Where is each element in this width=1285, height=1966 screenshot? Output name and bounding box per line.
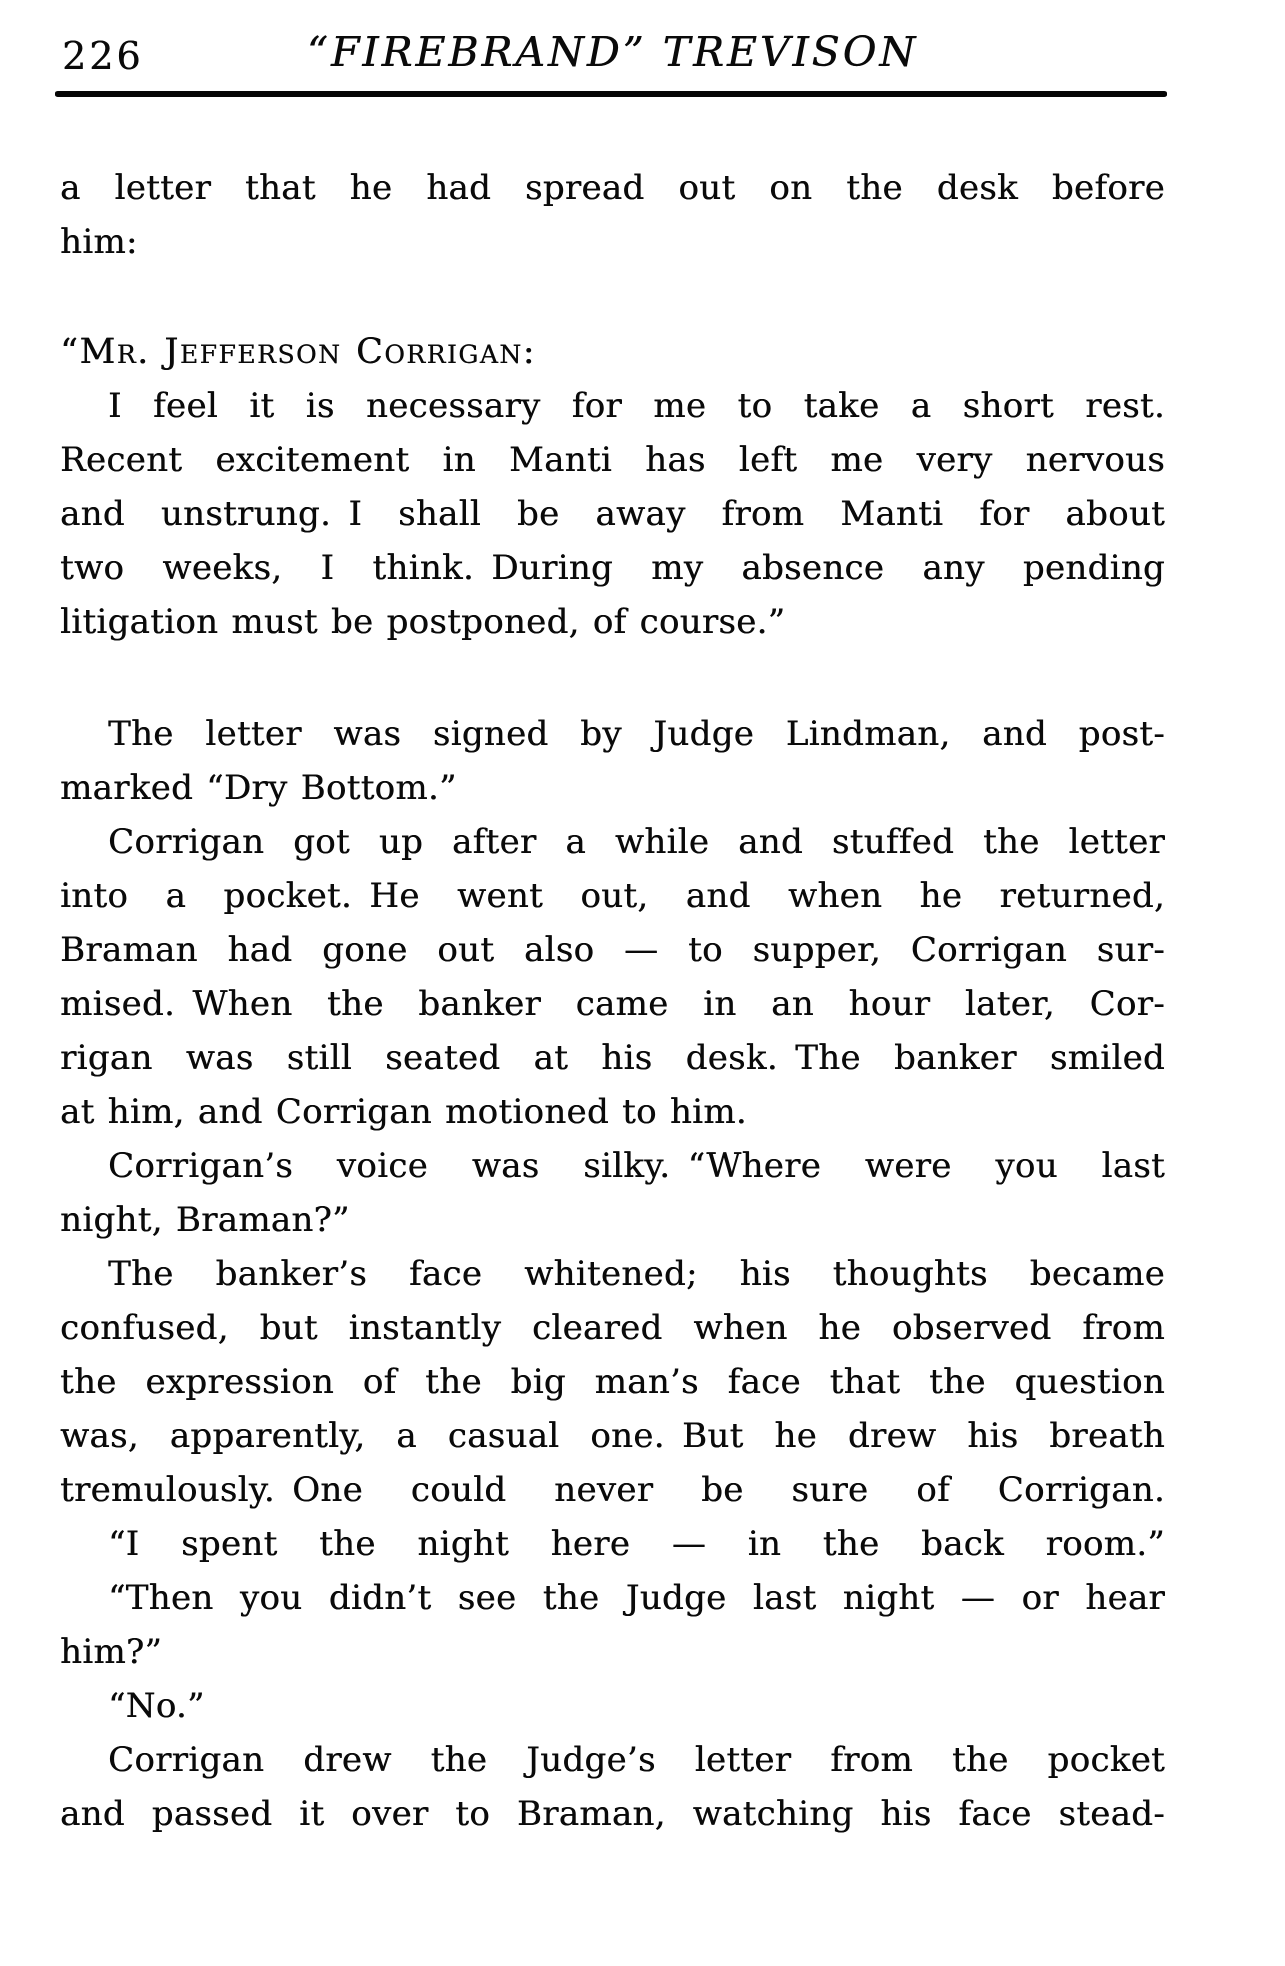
dialogue-spent-night: [60, 1517, 1165, 1571]
text-line: Corrigan got up after a while and stuffed the letter: [108, 822, 1165, 862]
text-line: him?”: [60, 1632, 163, 1672]
text-line: “No.”: [108, 1686, 205, 1726]
text-line: litigation must be postponed, of course.”: [60, 602, 786, 642]
text-line: “Then you didn’t see the Judge last night — or hear: [108, 1578, 1165, 1618]
paragraph-drew-letter: [60, 1733, 1165, 1841]
text-line: two weeks, I think. During my absence any pending: [60, 548, 1165, 588]
text-line: into a pocket. He went out, and when he returned,: [60, 876, 1165, 916]
text-line: and unstrung. I shall be away from Manti for about: [60, 494, 1165, 534]
dialogue-then-you-didnt: [60, 1571, 1165, 1679]
text-line: “I spent the night here — in the back room.”: [108, 1524, 1165, 1564]
text-line: Corrigan’s voice was silky. “Where were you last: [108, 1146, 1165, 1186]
text-line: Braman had gone out also — to supper, Corrigan sur-: [60, 930, 1165, 970]
text-line: The letter was signed by Judge Lindman, and post-: [108, 714, 1165, 754]
text-line: a letter that he had spread out on the desk before: [60, 168, 1165, 208]
page-body: [60, 103, 1165, 1841]
letter-salutation: [60, 325, 1165, 379]
dialogue-no: [60, 1679, 1165, 1733]
text-line: confused, but instantly cleared when he observed from: [60, 1308, 1165, 1348]
text-line: him:: [60, 222, 138, 262]
text-line: “Mr. Jefferson Corrigan:: [60, 332, 536, 372]
paragraph-letter-signed: [60, 707, 1165, 815]
text-line: tremulously. One could never be sure of Corrigan.: [60, 1470, 1165, 1510]
text-line: Corrigan drew the Judge’s letter from the pocket: [108, 1740, 1165, 1780]
text-line: The banker’s face whitened; his thoughts became: [108, 1254, 1165, 1294]
paragraph-silky-voice: [60, 1139, 1165, 1247]
text-line: night, Braman?”: [60, 1200, 350, 1240]
text-line: rigan was still seated at his desk. The banker smiled: [60, 1038, 1165, 1078]
page-number: 226: [62, 34, 144, 78]
text-line: mised. When the banker came in an hour later, Cor-: [60, 984, 1165, 1024]
header-rule: [55, 91, 1167, 97]
paragraph-corrigan-got-up: [60, 815, 1165, 1139]
text-line: I feel it is necessary for me to take a short rest.: [108, 386, 1165, 426]
text-line: at him, and Corrigan motioned to him.: [60, 1092, 747, 1132]
text-line: marked “Dry Bottom.”: [60, 768, 457, 808]
page-header: [0, 0, 1285, 103]
text-line: was, apparently, a casual one. But he drew his breath: [60, 1416, 1165, 1456]
letter-body: [60, 379, 1165, 649]
running-title: “FIREBRAND” TREVISON: [306, 28, 919, 76]
text-line: the expression of the big man’s face that the question: [60, 1362, 1165, 1402]
text-line: and passed it over to Braman, watching his face stead-: [60, 1794, 1165, 1834]
opening-continuation: [60, 161, 1165, 269]
text-line: Recent excitement in Manti has left me very nervous: [60, 440, 1165, 480]
paragraph-banker-whitened: [60, 1247, 1165, 1517]
